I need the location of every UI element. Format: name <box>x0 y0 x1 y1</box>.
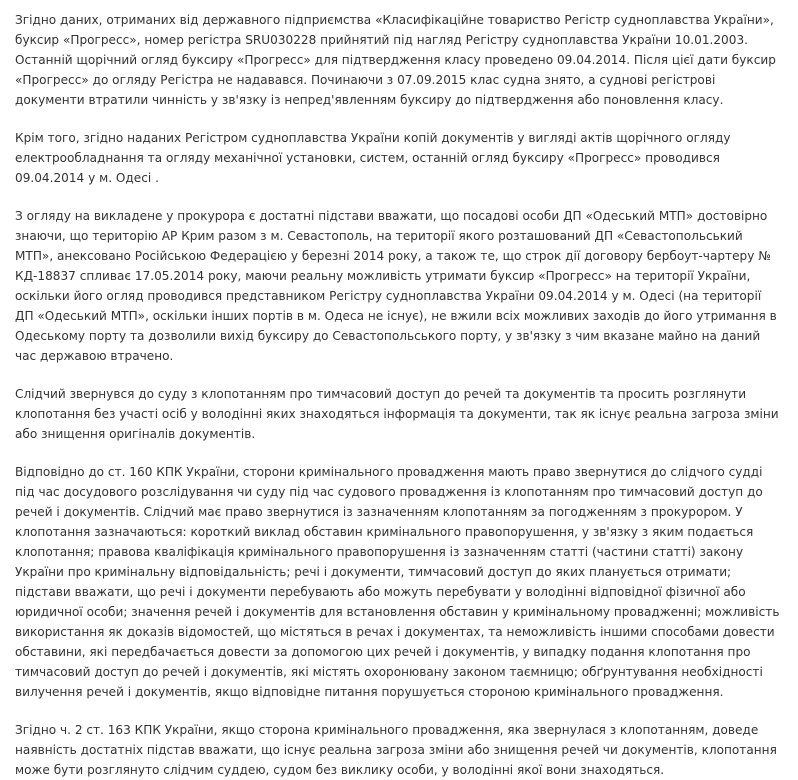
paragraph-article-163: Згідно ч. 2 ст. 163 КПК України, якщо сторона кримінального провадження, яка звернулася з клопотанням, доведе наявність достатніх підстав вважати, що існує реальна загроза зміни або знищення речей чи документів, клопотання може бути розглянуто слідчим суддею, судом без виклику особи, у володінні якої вони знаходяться. <box>15 723 777 777</box>
paragraph-register-info: Згідно даних, отриманих від державного підприємства «Класифікаційне товариство Регістр судноплавства України», буксир «Прогресс», номер регістра SRU030228 прийнятий під нагляд Регістру судноплавства України 10.01.2003. Останній щорічний огляд буксиру «Прогресс» для підтвердження класу проведено 09.04.2014. Після цієї дати буксир «Прогресс» до огляду Регістра не надавався. Починаючи з 07.09.2015 клас судна знято, а суднові регістрові документи втратили чинність у зв'язку із непред'явленням буксиру до підтвердження або поновлення класу. <box>15 13 776 107</box>
paragraph-article-160: Відповідно до ст. 160 КПК України, сторони кримінального провадження мають право звернутися до слідчого судді під час досудового розслідування чи суду під час судового провадження із клопотанням про тимчасовий доступ до речей і документів. Слідчий має право звернутися із зазначенням клопотанням за погодженням з прокурором. У клопотання зазначаються: короткий виклад обставин кримінального правопорушення, у зв'язку з яким подається клопотання; правова кваліфікація кримінального правопорушення із зазначенням статті (частини статті) закону України про кримінальну відповідальність; речі і документи, тимчасовий доступ до яких планується отримати; підстави вважати, що речі і документи перебувають або можуть перебувати у володінні відповідної фізичної або юридичної особи; значення речей і документів для встановлення обставин у кримінальному провадженні; можливість використання як доказів відомостей, що містяться в речах і документах, та неможливість іншими способами довести обставини, які передбачається довести за допомогою цих речей і документів, у випадку подання клопотання про тимчасовий доступ до речей і документів, які містять охоронювану законом таємницю; обґрунтування необхідності вилучення речей і документів, якщо відповідне питання порушується стороною кримінального провадження. <box>15 465 780 699</box>
paragraph-prosecutor-grounds: З огляду на викладене у прокурора є достатні підстави вважати, що посадові особи ДП «Одеський МТП» достовірно знаючи, що територію АР Крим разом з м. Севастополь, на території якого розташований ДП «Севастопольський МТП», анексовано Російською Федерацією у березні 2014 року, а також те, що строк дії договору бербоут-чартеру № КД-18837 спливає 17.05.2014 року, маючи реальну можливість утримати буксир «Прогресс» на території України, оскільки його огляд проводився представником Регістру судноплавства України 09.04.2014 у м. Одесі (на території ДП «Одеський МТП», оскільки інших портів в м. Одеса не існує), не вжили всіх можливих заходів до його утримання в Одеському порту та дозволили вихід буксиру до Севастопольського порту, у зв'язку з чим вказане майно на даний час державою втрачено. <box>15 209 777 363</box>
paragraph-investigator-motion: Слідчий звернувся до суду з клопотанням про тимчасовий доступ до речей та документів та просить розглянути клопотання без участі осіб у володінні яких знаходяться інформація та документи, так як існує реальна загроза зміни або знищення оригіналів документів. <box>15 387 779 441</box>
paragraph-inspection-copies: Крім того, згідно наданих Регістром судноплавства України копій документів у вигляді актів щорічного огляду електрообладнання та огляду механічної установки, систем, останній огляд буксиру «Прогресс» проводився 09.04.2014 у м. Одесі . <box>15 131 731 185</box>
document-body <box>15 10 781 780</box>
